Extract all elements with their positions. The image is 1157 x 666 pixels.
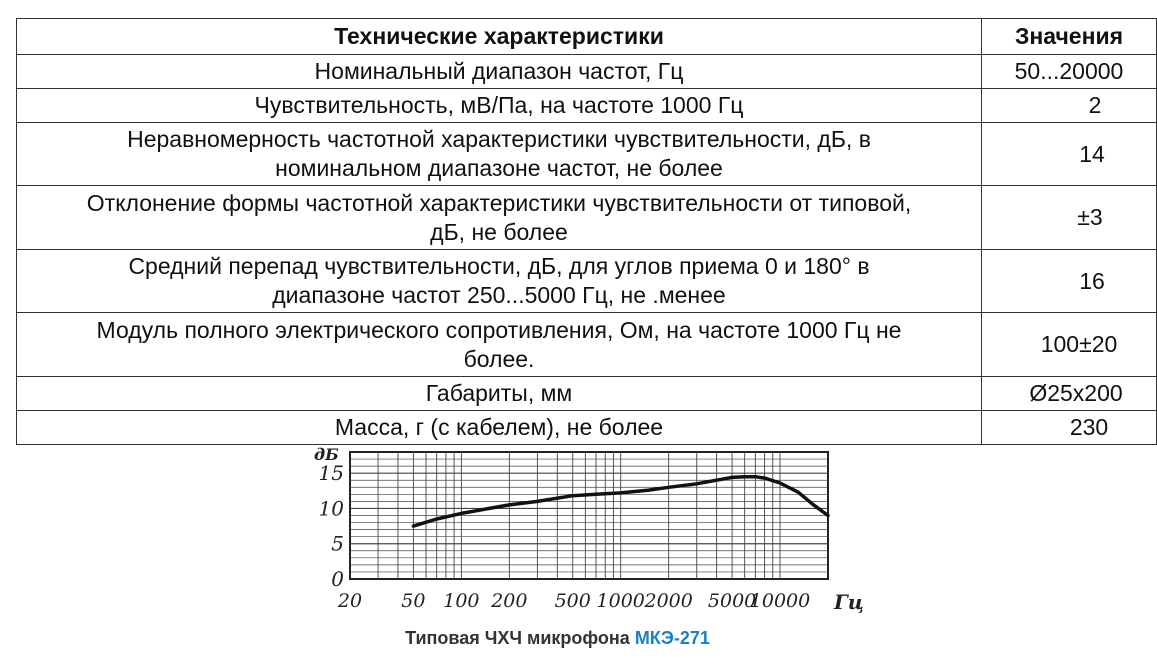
specs-table: [16, 18, 1157, 445]
table-row: [17, 411, 1157, 445]
y-tick-label: 0: [331, 567, 344, 591]
row-value: 14: [982, 123, 1157, 186]
row-value: 50...20000: [982, 55, 1157, 89]
row-value: 16: [982, 250, 1157, 313]
table-row: [17, 186, 1157, 250]
y-axis-label: дБ: [314, 445, 339, 464]
caption-model-link[interactable]: МКЭ-271: [634, 628, 710, 648]
table-row: [17, 123, 1157, 186]
row-value: ±3: [982, 186, 1157, 250]
table-row: [17, 55, 1157, 89]
row-param: Масса, г (с кабелем), не более: [17, 411, 982, 445]
row-param: Чувствительность, мВ/Па, на частоте 1000 Гц: [17, 89, 982, 123]
x-tick-label: 10000: [749, 590, 811, 612]
header-param: Технические характеристики: [17, 19, 982, 55]
row-value: Ø25x200: [982, 377, 1157, 411]
frequency-response-chart: [300, 444, 864, 619]
row-param: Средний перепад чувствительности, дБ, для углов приема 0 и 180° в диапазоне частот 250...5000 Гц, не .менее: [17, 250, 982, 313]
x-tick-label: 2000: [644, 590, 693, 612]
table-row: [17, 377, 1157, 411]
y-tick-label: 5: [331, 531, 344, 556]
row-value: 100±20: [982, 313, 1157, 377]
row-param: Отклонение формы частотной характеристики чувствительности от типовой, дБ, не более: [17, 186, 982, 250]
row-param: Неравномерность частотной характеристики чувствительности, дБ, в номинальном диапазоне частот, не более: [17, 123, 982, 186]
caption-text: Типовая ЧХЧ микрофона: [405, 628, 635, 648]
x-tick-label: 100: [443, 590, 480, 612]
row-value: 230: [982, 411, 1157, 445]
chart-svg: [300, 444, 864, 619]
x-tick-label: 50: [401, 590, 426, 612]
table-row: [17, 89, 1157, 123]
x-tick-label: 5000: [707, 590, 757, 612]
row-param: Модуль полного электрического сопротивления, Ом, на частоте 1000 Гц не более.: [17, 313, 982, 377]
x-tick-label: 200: [491, 590, 528, 612]
specs-table-container: [16, 18, 1124, 444]
row-value: 2: [982, 89, 1157, 123]
table-header-row: [17, 19, 1157, 55]
x-tick-label: 1000: [596, 590, 645, 612]
x-tick-label: 20: [337, 590, 363, 612]
header-value: Значения: [982, 19, 1157, 55]
row-param: Габариты, мм: [17, 377, 982, 411]
x-tick-label: 500: [554, 590, 591, 612]
row-param: Номинальный диапазон частот, Гц: [17, 55, 982, 89]
table-row: [17, 313, 1157, 377]
y-tick-label: 15: [318, 461, 344, 486]
x-axis-label: Гц: [834, 590, 864, 614]
chart-caption: [0, 628, 1115, 649]
table-row: [17, 250, 1157, 313]
y-tick-label: 10: [318, 496, 344, 521]
